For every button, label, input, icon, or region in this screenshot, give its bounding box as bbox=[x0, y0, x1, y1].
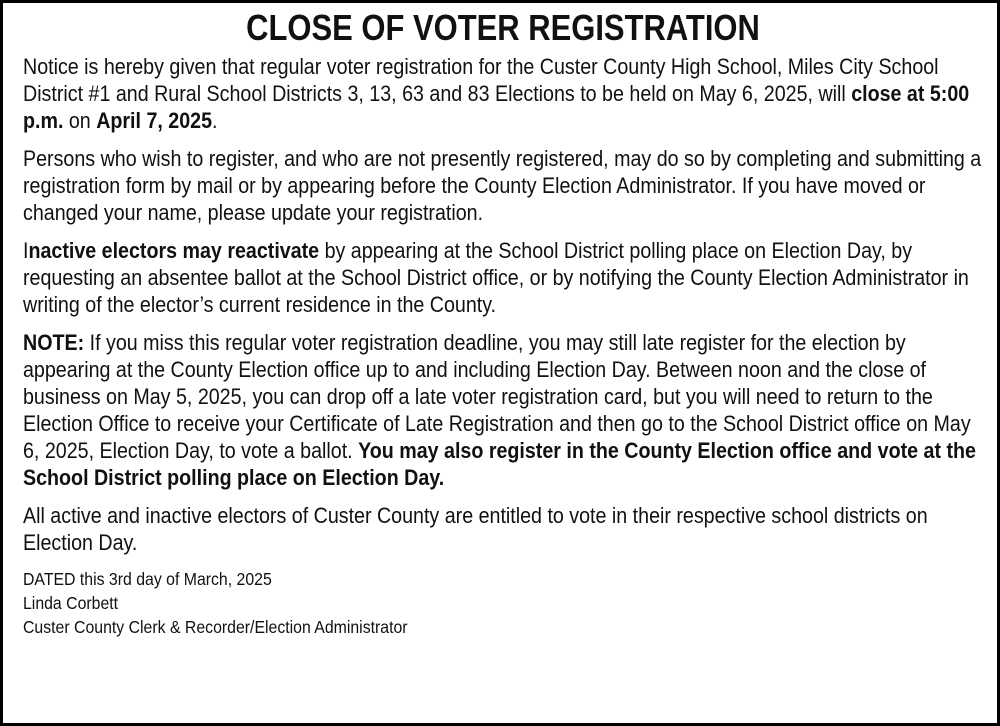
p1-text-e: . bbox=[212, 108, 218, 133]
paragraph-note bbox=[23, 329, 983, 491]
note-emphasis: You may also register in the County Election office and vote at the School District polling place on Election Day. bbox=[23, 438, 976, 490]
notice-title: CLOSE OF VOTER REGISTRATION bbox=[246, 7, 760, 48]
paragraph-how-to-register: Persons who wish to register, and who are not presently registered, may do so by completing and submitting a registration form by mail or by appearing before the County Election Administrator. If you have moved or changed your name, please update your registration. bbox=[23, 146, 982, 225]
paragraph-entitled-to-vote: All active and inactive electors of Custer County are entitled to vote in their respective school districts on Election Day. bbox=[23, 503, 928, 555]
p3-text-c: by appearing at the School District polling place on Election Day, by requesting an absentee ballot at the School District office, or by notifying the County Election Administrator in writing of the elector’s current residence in the County. bbox=[23, 238, 969, 317]
p3-text-a: I bbox=[23, 238, 29, 263]
signature-block bbox=[23, 567, 982, 639]
p1-text-a: Notice is hereby given that regular voter registration for the Custer County High School, Miles City School District #1 and Rural School Districts 3, 13, 63 and 83 Elections to be held on May 6, 2025, will bbox=[23, 54, 939, 106]
close-time: close at 5:00 p.m. bbox=[23, 81, 970, 133]
paragraph-inactive-electors bbox=[23, 237, 983, 318]
close-date: April 7, 2025 bbox=[96, 108, 213, 133]
inactive-electors-emphasis: nactive electors may reactivate bbox=[28, 238, 320, 263]
p1-text-c: on bbox=[63, 108, 97, 133]
signer-role: Custer County Clerk & Recorder/Election Administrator bbox=[23, 617, 408, 637]
p4-text-b: If you miss this regular voter registration deadline, you may still late register for the election by appearing at the County Election office up to and including Election Day. Between noon and the close of business on May 5, 2025, you can drop off a late voter registration card, but you will need to return to the Election Office to receive your Certificate of Late Registration and then go to the School District office on May 6, 2025, Election Day, to vote a ballot. bbox=[23, 330, 971, 463]
note-label: NOTE: bbox=[23, 330, 85, 355]
signer-name: Linda Corbett bbox=[23, 593, 119, 613]
paragraph-registration-close bbox=[23, 53, 983, 134]
dated-line: DATED this 3rd day of March, 2025 bbox=[23, 569, 272, 589]
